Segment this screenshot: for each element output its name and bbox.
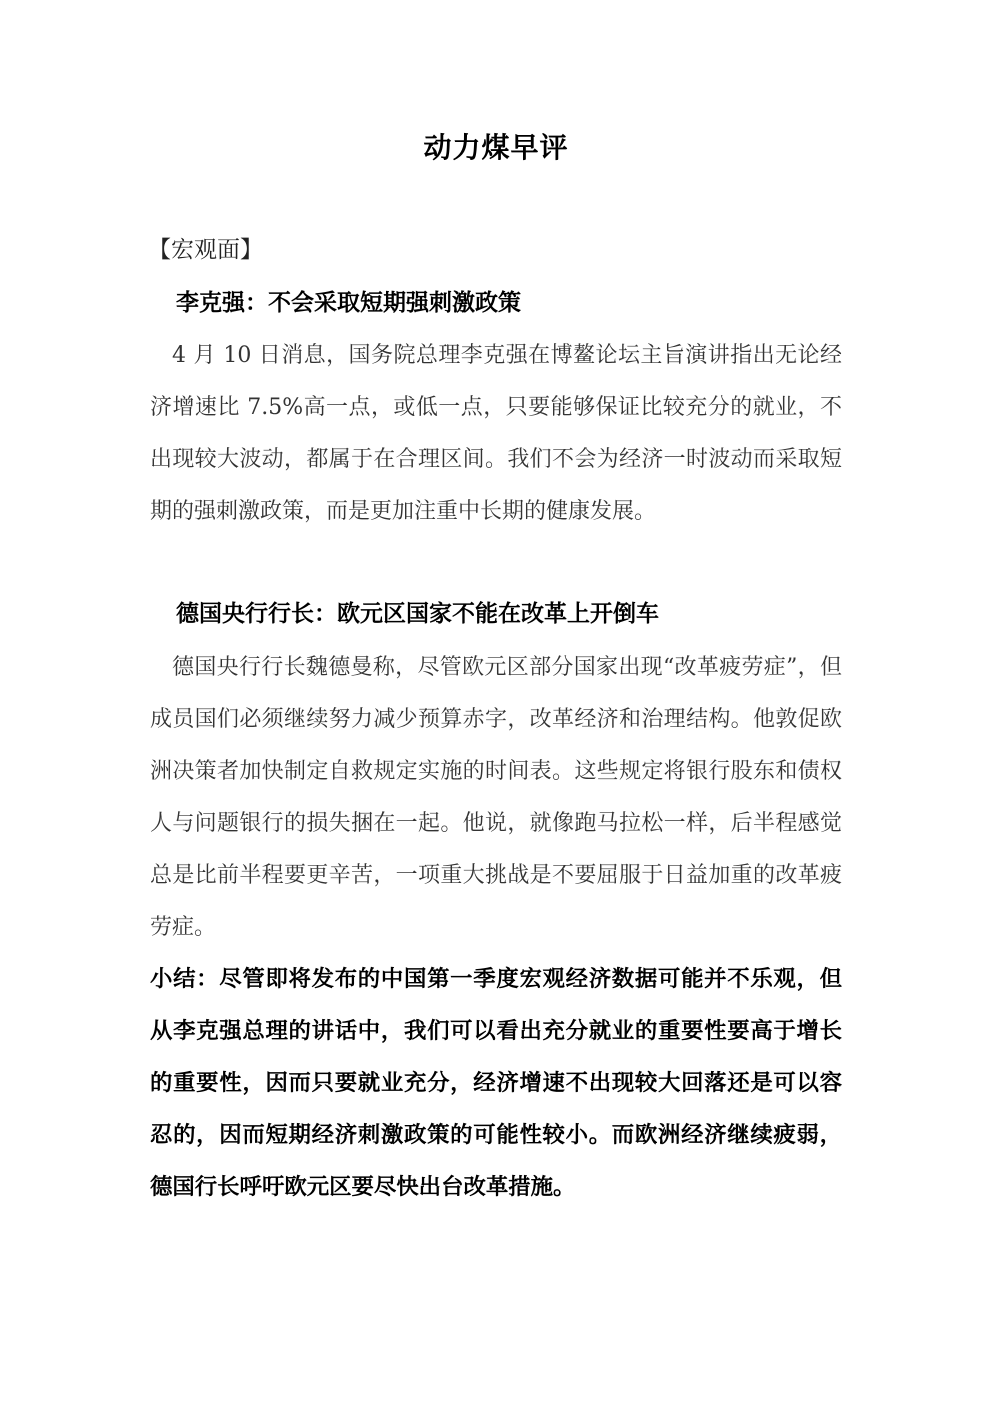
section-label-macro: 【宏观面】 <box>148 237 263 263</box>
article-headline-li-keqiang: 李克强：不会采取短期强刺激政策 <box>176 289 521 316</box>
article-body-bundesbank: 德国央行行长魏德曼称，尽管欧元区部分国家出现“改革疲劳症”，但成员国们必须继续努力减少预算赤字，改革经济和治理结构。他敦促欧洲决策者加快制定自救规定实施的时间表。这些规定将银行股东和债权人与问题银行的损失捆在一起。他说，就像跑马拉松一样，后半程感觉总是比前半程要更辛苦，一项重大挑战是不要屈服于日益加重的改革疲劳症。 <box>150 655 842 940</box>
article-headline-bundesbank: 德国央行行长：欧元区国家不能在改革上开倒车 <box>176 600 659 627</box>
document-title: 动力煤早评 <box>423 131 569 164</box>
article-body-li-keqiang: 4 月 10 日消息，国务院总理李克强在博鳌论坛主旨演讲指出无论经济增速比 7.5%高一点，或低一点，只要能够保证比较充分的就业，不出现较大波动，都属于在合理区间。我们不会为经济一时波动而采取短期的强刺激政策，而是更加注重中长期的健康发展。 <box>150 343 842 524</box>
summary-paragraph: 小结：尽管即将发布的中国第一季度宏观经济数据可能并不乐观，但从李克强总理的讲话中，我们可以看出充分就业的重要性要高于增长的重要性，因而只要就业充分，经济增速不出现较大回落还是可以容忍的，因而短期经济刺激政策的可能性较小。而欧洲经济继续疲弱，德国行长呼吁欧元区要尽快出台改革措施。 <box>150 966 842 1200</box>
